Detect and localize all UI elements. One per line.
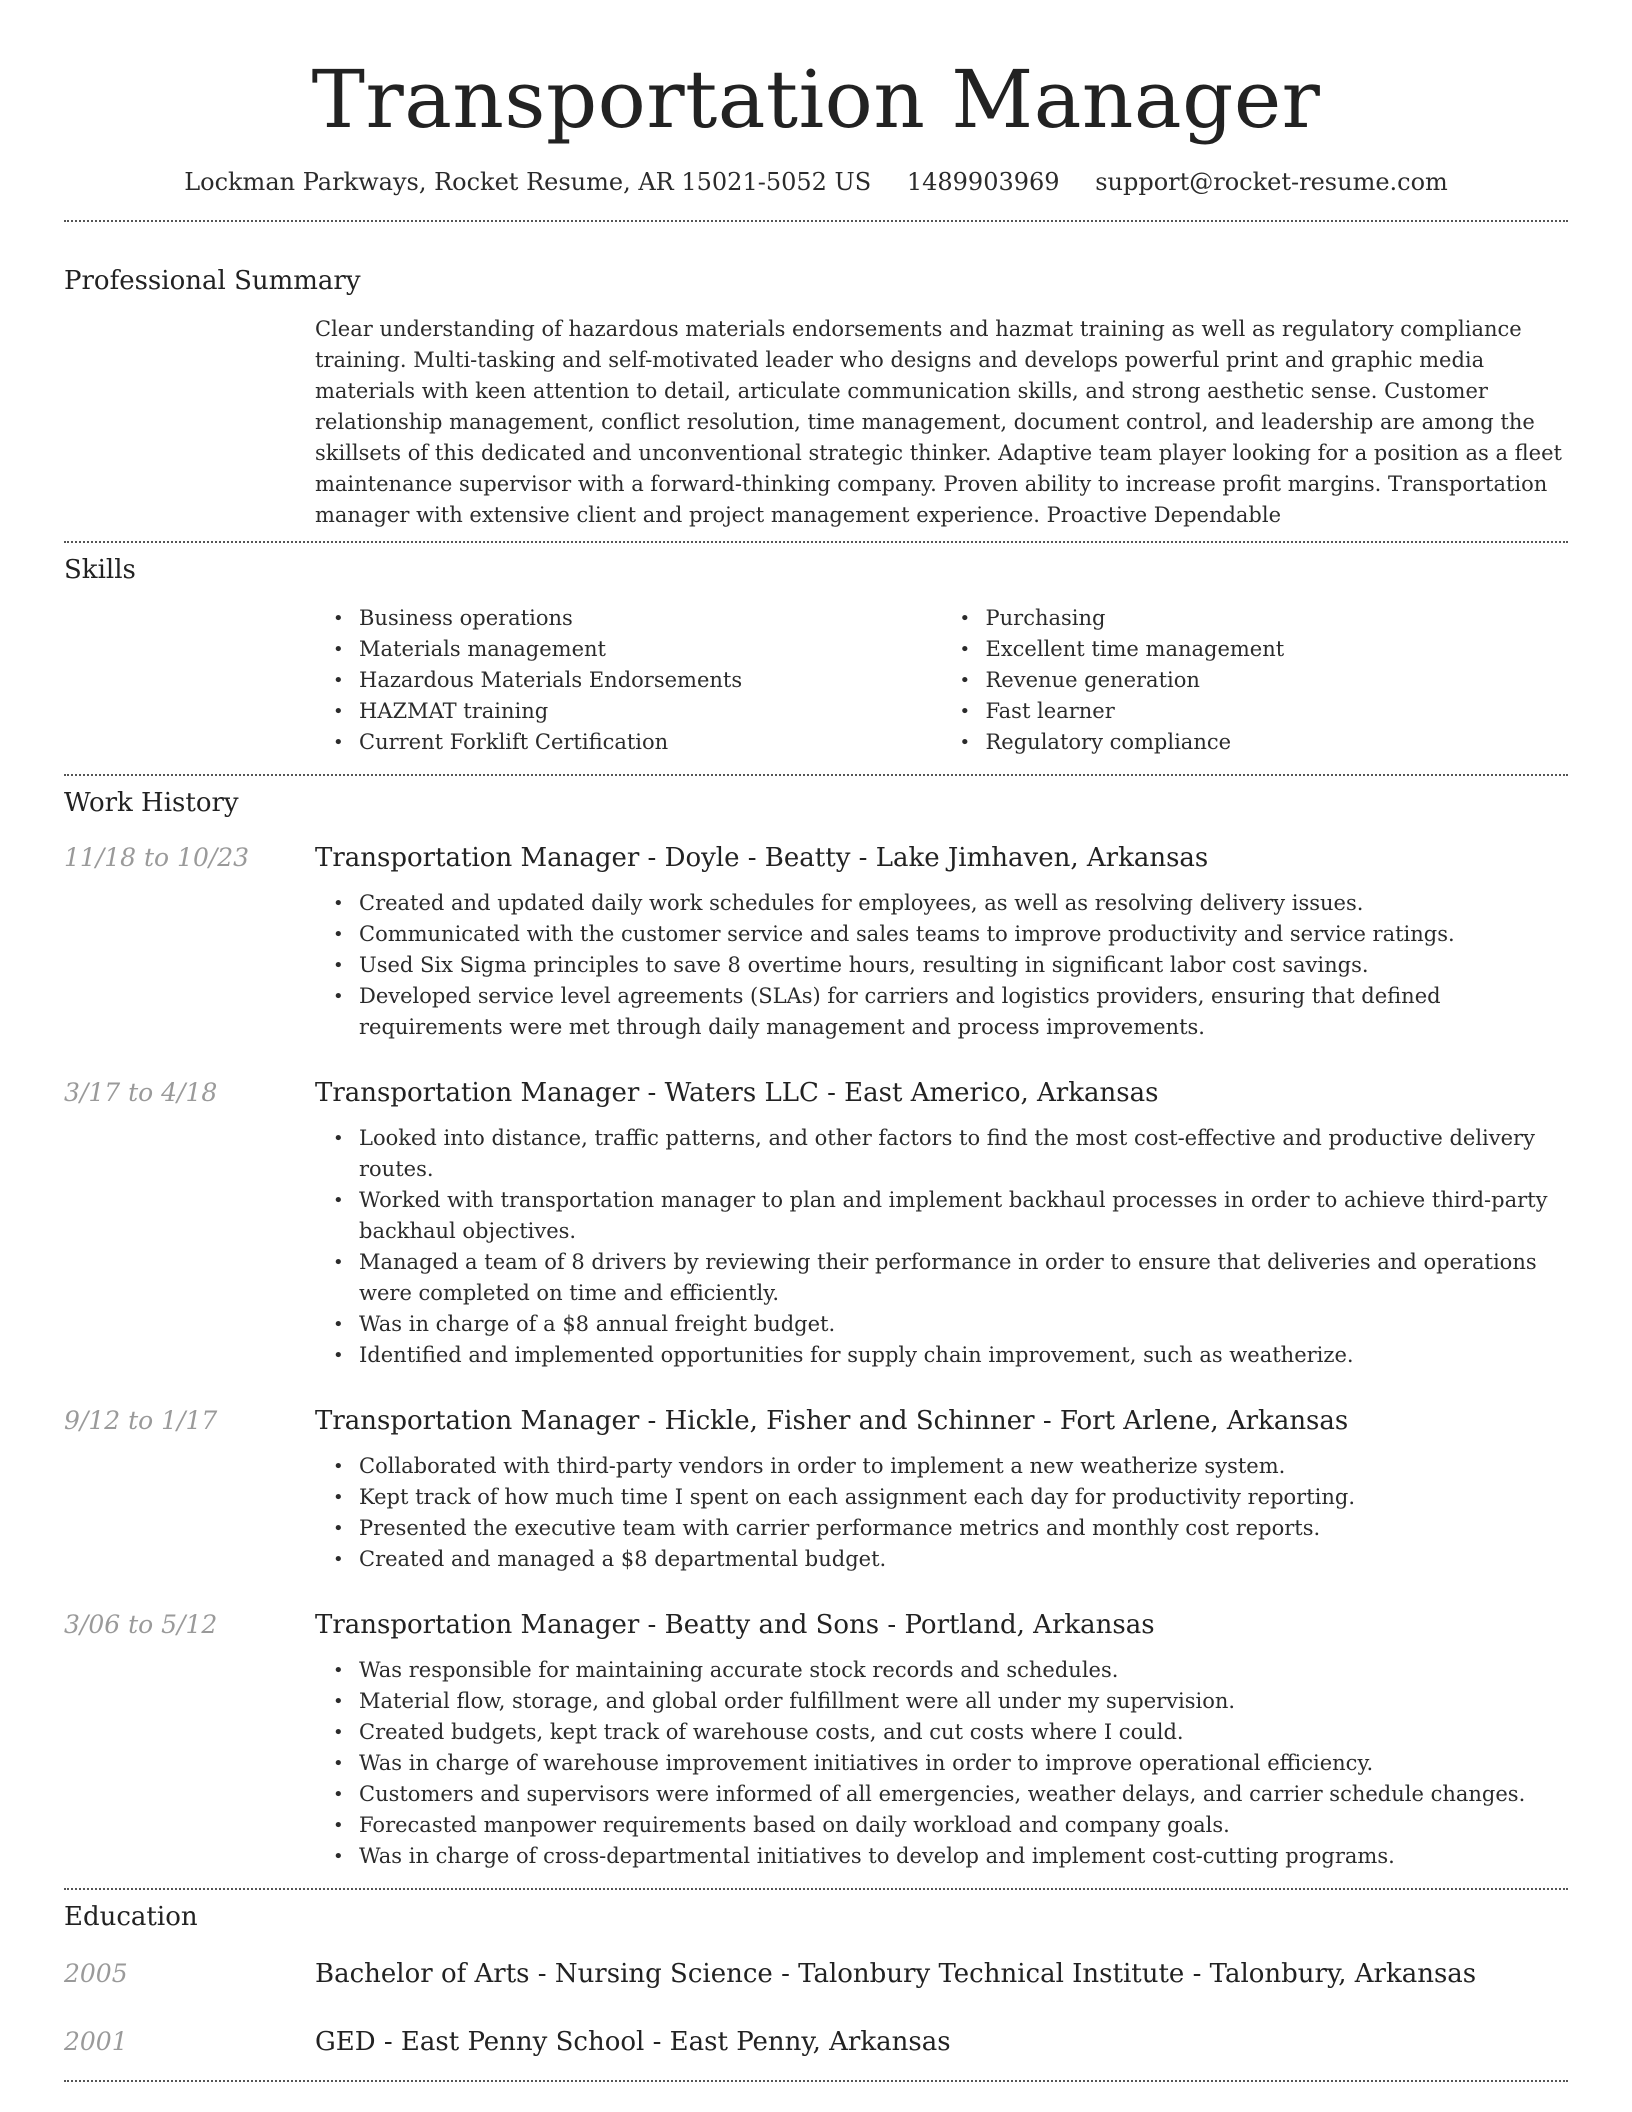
job-date: 3/06 to 5/12	[64, 1610, 218, 1639]
education-section	[64, 1900, 1568, 2092]
skills-list-right	[942, 603, 1569, 758]
contact-email: support@rocket-resume.com	[1095, 168, 1448, 196]
skill-item: • Hazardous Materials Endorsements	[359, 665, 942, 696]
contact-address: Lockman Parkways, Rocket Resume, AR 15021-5052 US	[184, 168, 872, 196]
job-bullet: • Developed service level agreements (SLAs) for carriers and logistics providers, ensuring that defined requirements were met through daily management and process improvements.	[359, 981, 1568, 1043]
candidate-title: Transportation Manager	[311, 53, 1321, 146]
job-bullet: • Kept track of how much time I spent on each assignment each day for productivity reporting.	[359, 1482, 1568, 1513]
divider	[64, 774, 1568, 776]
job-bullet: • Forecasted manpower requirements based on daily workload and company goals.	[359, 1810, 1568, 1841]
summary-heading: Professional Summary	[64, 266, 361, 296]
job-bullet: • Worked with transportation manager to plan and implement backhaul processes in order to achieve third-party backhaul objectives.	[359, 1185, 1568, 1247]
education-heading: Education	[64, 1902, 198, 1932]
divider	[64, 1888, 1568, 1890]
skills-heading: Skills	[64, 555, 136, 585]
job-entry	[64, 840, 1568, 1043]
job-bullet: • Was responsible for maintaining accurate stock records and schedules.	[359, 1655, 1568, 1686]
job-details	[315, 840, 1568, 1043]
skill-item: • Business operations	[359, 603, 942, 634]
job-bullet: • Identified and implemented opportunities for supply chain improvement, such as weatherize.	[359, 1340, 1568, 1371]
skills-section	[64, 553, 1568, 758]
job-entry	[64, 1403, 1568, 1575]
skill-item: • HAZMAT training	[359, 696, 942, 727]
job-bullets	[315, 1655, 1568, 1872]
job-details	[315, 1403, 1568, 1575]
job-date: 3/17 to 4/18	[64, 1078, 218, 1107]
job-entry	[64, 1075, 1568, 1371]
education-items	[64, 1956, 1568, 2092]
job-title: Transportation Manager - Doyle - Beatty - Lake Jimhaven, Arkansas	[315, 843, 1209, 873]
skill-item: • Excellent time management	[986, 634, 1569, 665]
skill-item: • Materials management	[359, 634, 942, 665]
skill-item: • Regulatory compliance	[986, 727, 1569, 758]
job-bullet: • Used Six Sigma principles to save 8 overtime hours, resulting in significant labor cost savings.	[359, 950, 1568, 981]
job-bullet: • Created and updated daily work schedules for employees, as well as resolving delivery issues.	[359, 888, 1568, 919]
education-date: 2001	[64, 2027, 128, 2056]
job-title: Transportation Manager - Hickle, Fisher and Schinner - Fort Arlene, Arkansas	[315, 1406, 1349, 1436]
summary-section	[64, 264, 1568, 531]
job-bullet: • Communicated with the customer service and sales teams to improve productivity and service ratings.	[359, 919, 1568, 950]
job-bullets	[315, 1451, 1568, 1575]
skill-item: • Fast learner	[986, 696, 1569, 727]
job-bullet: • Presented the executive team with carrier performance metrics and monthly cost reports.	[359, 1513, 1568, 1544]
job-bullet: • Collaborated with third-party vendors in order to implement a new weatherize system.	[359, 1451, 1568, 1482]
education-entry	[64, 1956, 1568, 2024]
job-bullet: • Looked into distance, traffic patterns, and other factors to find the most cost-effective and productive delivery routes.	[359, 1123, 1568, 1185]
job-bullet: • Created and managed a $8 departmental budget.	[359, 1544, 1568, 1575]
job-date: 11/18 to 10/23	[64, 843, 250, 872]
job-title: Transportation Manager - Waters LLC - East Americo, Arkansas	[315, 1078, 1159, 1108]
job-details	[315, 1075, 1568, 1371]
job-bullet: • Was in charge of cross-departmental initiatives to develop and implement cost-cutting programs.	[359, 1841, 1568, 1872]
skills-list-left	[315, 603, 942, 758]
divider	[64, 220, 1568, 222]
education-title: GED - East Penny School - East Penny, Arkansas	[315, 2027, 951, 2057]
job-bullets	[315, 888, 1568, 1043]
work-heading: Work History	[64, 788, 239, 818]
contact-phone: 1489903969	[906, 168, 1060, 196]
skills-columns	[315, 603, 1568, 758]
contact-line	[64, 166, 1568, 198]
resume-page	[64, 0, 1568, 2082]
skill-item: • Purchasing	[986, 603, 1569, 634]
job-bullet: • Managed a team of 8 drivers by reviewing their performance in order to ensure that deliveries and operations were completed on time and efficiently.	[359, 1247, 1568, 1309]
education-entry	[64, 2024, 1568, 2092]
job-bullet: • Was in charge of a $8 annual freight budget.	[359, 1309, 1568, 1340]
job-title: Transportation Manager - Beatty and Sons - Portland, Arkansas	[315, 1610, 1155, 1640]
job-bullet: • Material flow, storage, and global order fulfillment were all under my supervision.	[359, 1686, 1568, 1717]
job-bullets	[315, 1123, 1568, 1371]
summary-text: Clear understanding of hazardous materials endorsements and hazmat training as well as regulatory compliance training. Multi-tasking and self-motivated leader who designs and develops powerful print and graphic media materials with keen attention to detail, articulate communication skills, and strong aesthetic sense. Customer relationship management, conflict resolution, time management, document control, and leadership are among the skillsets of this dedicated and unconventional strategic thinker. Adaptive team player looking for a position as a fleet maintenance supervisor with a forward-thinking company. Proven ability to increase profit margins. Transportation manager with extensive client and project management experience. Proactive Dependable	[315, 317, 1562, 527]
skill-item: • Current Forklift Certification	[359, 727, 942, 758]
work-section	[64, 786, 1568, 1872]
divider	[64, 541, 1568, 543]
job-bullet: • Was in charge of warehouse improvement initiatives in order to improve operational efficiency.	[359, 1748, 1568, 1779]
job-bullet: • Created budgets, kept track of warehouse costs, and cut costs where I could.	[359, 1717, 1568, 1748]
education-title: Bachelor of Arts - Nursing Science - Talonbury Technical Institute - Talonbury, Arkansas	[315, 1959, 1477, 1989]
work-jobs	[64, 840, 1568, 1872]
job-date: 9/12 to 1/17	[64, 1406, 218, 1435]
job-bullet: • Customers and supervisors were informed of all emergencies, weather delays, and carrier schedule changes.	[359, 1779, 1568, 1810]
skill-item: • Revenue generation	[986, 665, 1569, 696]
job-entry	[64, 1607, 1568, 1872]
education-date: 2005	[64, 1959, 128, 1988]
job-details	[315, 1607, 1568, 1872]
